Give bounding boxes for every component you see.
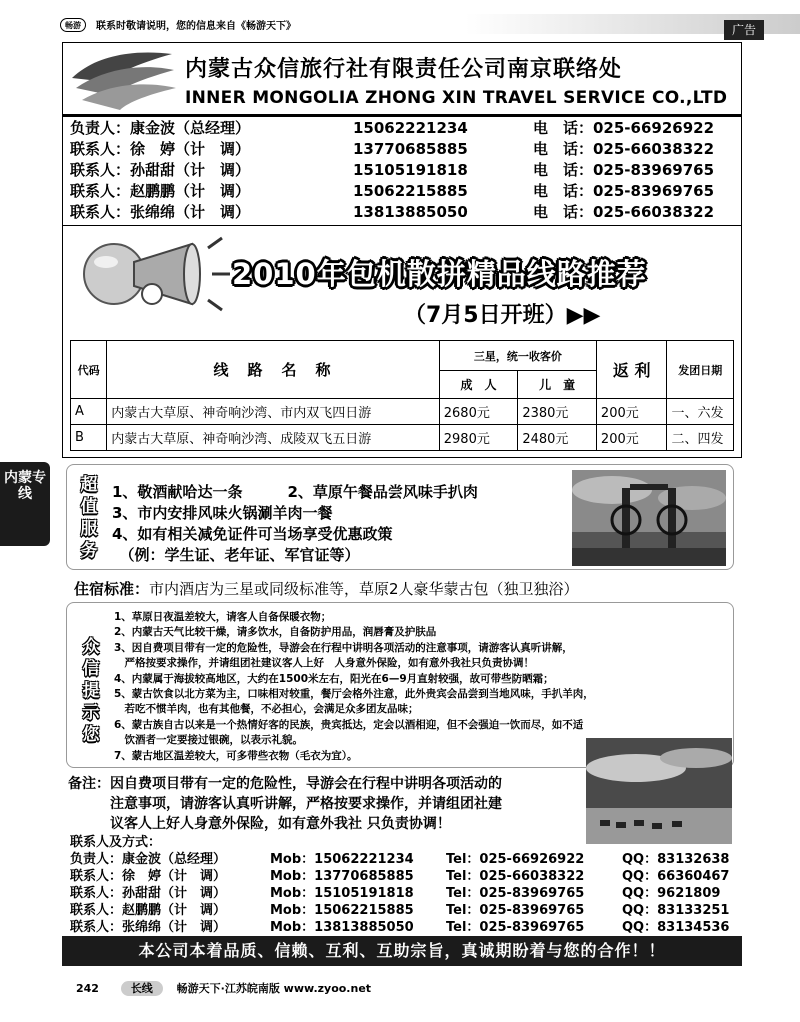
grassland-gate-photo xyxy=(572,470,726,566)
cell-route: 内蒙古大草原、神奇响沙湾、成陵双飞五日游 xyxy=(107,425,440,451)
remark-line: 注意事项，请游客认真听讲解，严格按要求操作，并请组团社建 xyxy=(110,796,502,812)
contact-row xyxy=(70,181,730,202)
lodging-text: 市内酒店为三星或同级标准等，草原2人豪华蒙古包（独卫独浴） xyxy=(149,580,579,598)
cm-role: 联系人：赵鹏鹏（计 调） xyxy=(70,903,227,918)
grassland-sky-photo xyxy=(586,738,732,844)
cell-child: 2480元 xyxy=(518,425,597,451)
contact-mobile: 13813885050 xyxy=(353,203,468,221)
footer xyxy=(76,980,371,996)
perks-list xyxy=(112,482,478,566)
contact-mobile: 15062221234 xyxy=(353,119,468,137)
col-child: 儿 童 xyxy=(518,371,597,399)
cm-tel: Tel：025-83969765 xyxy=(446,903,585,918)
cm-tel: Tel：025-66926922 xyxy=(446,852,585,867)
note-item: 1、草原日夜温差较大，请客人自备保暖衣物； xyxy=(114,611,332,623)
headline: 2010年包机散拼精品线路推荐 xyxy=(232,257,647,291)
col-price: 三星，统一收客价 xyxy=(439,341,596,371)
cm-qq: QQ：66360467 xyxy=(622,869,730,884)
perk-item: （例：学生证、老年证、军官证等） xyxy=(112,546,360,564)
wing-logo-icon xyxy=(68,48,178,112)
notes-title: 众信提示您 xyxy=(82,637,100,745)
cell-code: A xyxy=(71,399,107,425)
perks-title: 超值服务 xyxy=(80,475,98,561)
cm-mob: Mob：15062221234 xyxy=(270,852,414,867)
top-strip-text: 联系时敬请说明，您的信息来自《畅游天下》 xyxy=(96,21,296,32)
cell-adult: 2980元 xyxy=(439,425,518,451)
cell-days: 二、四发 xyxy=(667,425,734,451)
table-row xyxy=(71,399,734,425)
side-tab: 内蒙专线 xyxy=(0,462,50,546)
footer-text: 畅游天下·江苏皖南版 www.zyoo.net xyxy=(176,982,372,995)
contact-role: 负责人：康金波（总经理） xyxy=(70,119,251,137)
col-route: 线 路 名 称 xyxy=(107,341,440,399)
note-item: 若吃不惯羊肉，也有其他餐，不必担心，会满足众多团友品味； xyxy=(114,703,419,716)
note-item: 6、蒙古族自古以来是一个热情好客的民族，贵宾抵达，定会以酒相迎，但不会强迫一饮而尽，如不适 xyxy=(114,718,584,731)
col-adult: 成 人 xyxy=(439,371,518,399)
contact-mobile: 15062215885 xyxy=(353,182,468,200)
company-name-cn: 内蒙古众信旅行社有限责任公司南京联络处 xyxy=(185,57,623,82)
contact-phone: 电 话：025-83969765 xyxy=(533,161,715,179)
contact-role: 联系人：张绵绵（计 调） xyxy=(70,203,251,221)
contact-method-row xyxy=(70,868,742,885)
note-item: 严格按要求操作，并请组团社建议客人上好 人身意外保险，如有意外我社只负责协调！ xyxy=(114,657,534,670)
contact-method-row xyxy=(70,885,742,902)
contact-phone: 电 话：025-66038322 xyxy=(533,140,715,158)
cm-role: 联系人：徐 婷（计 调） xyxy=(70,869,227,884)
contact-phone: 电 话：025-83969765 xyxy=(533,182,715,200)
magazine-logo: 畅游 xyxy=(60,18,86,32)
contact-row xyxy=(70,160,730,181)
cm-qq: QQ：9621809 xyxy=(622,886,721,901)
contact-phone: 电 话：025-66926922 xyxy=(533,119,715,137)
note-item: 7、蒙古地区温差较大，可多带些衣物（毛衣为宜）。 xyxy=(114,749,358,762)
page-number: 242 xyxy=(76,982,99,995)
contact-methods xyxy=(70,834,742,936)
cell-route: 内蒙古大草原、神奇响沙湾、市内双飞四日游 xyxy=(107,399,440,425)
remark-line: 议客人上好人身意外保险，如有意外我社 只负责协调！ xyxy=(110,816,451,832)
col-code: 代码 xyxy=(71,341,107,399)
note-item: 2、内蒙古天气比较干燥，请多饮水，自备防护用品，润唇膏及护肤品 xyxy=(114,626,437,639)
contact-method-row xyxy=(70,902,742,919)
lodging-label: 住宿标准： xyxy=(74,580,150,598)
contact-role: 联系人：徐 婷（计 调） xyxy=(70,140,251,158)
cm-tel: Tel：025-83969765 xyxy=(446,886,585,901)
contact-mobile: 15105191818 xyxy=(353,161,468,179)
cm-mob: Mob：13813885050 xyxy=(270,920,414,935)
contact-mobile: 13770685885 xyxy=(353,140,468,158)
contact-method-row xyxy=(70,851,742,868)
cm-tel: Tel：025-66038322 xyxy=(446,869,585,884)
remark-label: 备注： xyxy=(68,776,110,792)
cm-qq: QQ：83134536 xyxy=(622,920,730,935)
contact-row xyxy=(70,118,730,139)
contact-methods-title: 联系人及方式： xyxy=(70,835,162,850)
cm-qq: QQ：83133251 xyxy=(622,903,730,918)
cell-days: 一、六发 xyxy=(667,399,734,425)
note-item: 饮酒者一定要接过银碗，以表示礼貌。 xyxy=(114,734,303,747)
company-name-en: INNER MONGOLIA ZHONG XIN TRAVEL SERVICE CO.,LTD xyxy=(185,88,728,108)
divider xyxy=(62,114,742,117)
note-item: 3、因自费项目带有一定的危险性，导游会在行程中讲明各项活动的注意事项，请游客认真听讲解， xyxy=(114,641,573,654)
cell-rebate: 200元 xyxy=(596,425,667,451)
col-rebate: 返 利 xyxy=(596,341,667,399)
footer-tag: 长线 xyxy=(121,981,163,996)
table-row xyxy=(71,425,734,451)
cm-qq: QQ：83132638 xyxy=(622,852,730,867)
cell-child: 2380元 xyxy=(518,399,597,425)
col-days: 发团日期 xyxy=(667,341,734,399)
note-item: 5、蒙古饮食以北方菜为主，口味相对较重，餐厅会格外注意，此外贵宾会品尝到当地风味，手扒羊肉， xyxy=(114,688,594,701)
contact-method-row xyxy=(70,919,742,936)
contact-phone: 电 话：025-66038322 xyxy=(533,203,715,221)
cell-adult: 2680元 xyxy=(439,399,518,425)
subheadline: （7月5日开班）▶▶ xyxy=(404,303,601,328)
note-item: 4、内蒙属于海拔较高地区，大约在1500米左右，阳光在6—9月直射较强，故可带些防晒霜； xyxy=(114,672,554,685)
contact-role: 联系人：孙甜甜（计 调） xyxy=(70,161,251,179)
cm-mob: Mob：15062215885 xyxy=(270,903,414,918)
megaphone-mascot-icon xyxy=(74,232,234,312)
cm-role: 负责人：康金波（总经理） xyxy=(70,852,227,867)
cm-role: 联系人：孙甜甜（计 调） xyxy=(70,886,227,901)
contact-list xyxy=(70,118,730,223)
perk-item: 3、市内安排风味火锅涮羊肉一餐 xyxy=(112,504,333,522)
cell-rebate: 200元 xyxy=(596,399,667,425)
perk-item: 4、如有相关减免证件可当场享受优惠政策 xyxy=(112,525,393,543)
cell-code: B xyxy=(71,425,107,451)
contact-row xyxy=(70,202,730,223)
routes-table xyxy=(70,340,734,451)
cm-tel: Tel：025-83969765 xyxy=(446,920,585,935)
perk-item: 1、敬酒献哈达一条 2、草原午餐品尝风味手扒肉 xyxy=(112,483,478,501)
cm-role: 联系人：张绵绵（计 调） xyxy=(70,920,227,935)
top-strip xyxy=(56,14,800,34)
ad-label: 广告 xyxy=(724,20,764,40)
cm-mob: Mob：15105191818 xyxy=(270,886,414,901)
cm-mob: Mob：13770685885 xyxy=(270,869,414,884)
contact-row xyxy=(70,139,730,160)
remark xyxy=(68,774,580,834)
remark-line: 因自费项目带有一定的危险性，导游会在行程中讲明各项活动的 xyxy=(110,776,502,792)
lodging-line xyxy=(74,578,579,599)
contact-role: 联系人：赵鹏鹏（计 调） xyxy=(70,182,251,200)
slogan-banner: 本公司本着品质、信赖、互利、互助宗旨，真诚期盼着与您的合作！！ xyxy=(62,936,742,966)
